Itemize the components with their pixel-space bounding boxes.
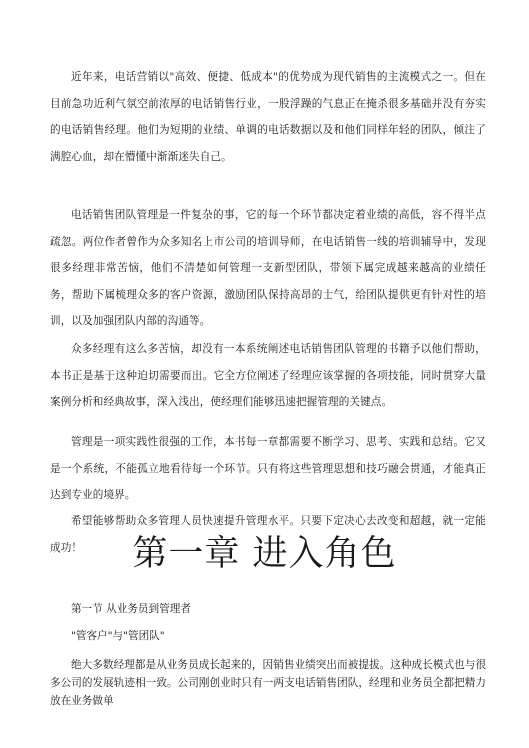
intro-paragraph-4: 管理是一项实践性很强的工作，本书每一章都需要不断学习、思考、实践和总结。它又是一个系统，不能孤立地看待每一个环节。只有将这些管理思想和技巧融会贯通，才能真正达到专业的境界。 (50, 436, 486, 502)
intro-paragraph-5: 希望能够帮助众多管理人员快速提升管理水平。只要下定决心去改变和超越，就一定能成功！ (50, 515, 486, 554)
intro-paragraph-3: 众多经理有这么多苦恼，却没有一本系统阐述电话销售团队管理的书籍予以他们帮助，本书正是基于这种迫切需要而出。它全方位阐述了经理应该掌握的各项技能，同时贯穿大量案例分析和经典故事，深入浅出，使经理们能够迅速把握管理的关键点。 (50, 343, 486, 409)
intro-paragraph-1: 近年来，电话营销以"高效、便捷、低成本"的优势成为现代销售的主流模式之一。但在目前急功近利气氛空前浓厚的电话销售行业，一股浮躁的气息正在掩杀很多基础并没有夯实的电话销售经理。他们为短期的业绩、单调的电话数据以及和他们同样年轻的团队，倾注了满腔心血，却在懵懂中渐渐迷失自己。 (50, 71, 486, 163)
chapter-title: 第一章 进入角色 (132, 534, 397, 574)
intro-paragraph-2: 电话销售团队管理是一件复杂的事，它的每一个环节都决定着业绩的高低，容不得半点疏忽。两位作者曾作为众多知名上市公司的培训导师，在电话销售一线的培训辅导中，发现很多经理非常苦恼，他们不清楚如何管理一支新型团队，带领下属完成越来越高的业绩任务，帮助下属梳理众多的客户资源，激励团队保持高昂的士气，给团队提供更有针对性的培训，以及加强团队内部的沟通等。 (50, 209, 486, 328)
section-title: 第一节 从业务员到管理者 (71, 603, 191, 615)
body-paragraph: 绝大多数经理都是从业务员成长起来的，因销售业绩突出而被提拔。这种成长模式也与很多公司的发展轨迹相一致。公司刚创业时只有一两支电话销售团队，经理和业务员全都把精力放在业务做单 (50, 659, 486, 707)
subsection-title: "管客户"与"管团队" (71, 630, 165, 642)
